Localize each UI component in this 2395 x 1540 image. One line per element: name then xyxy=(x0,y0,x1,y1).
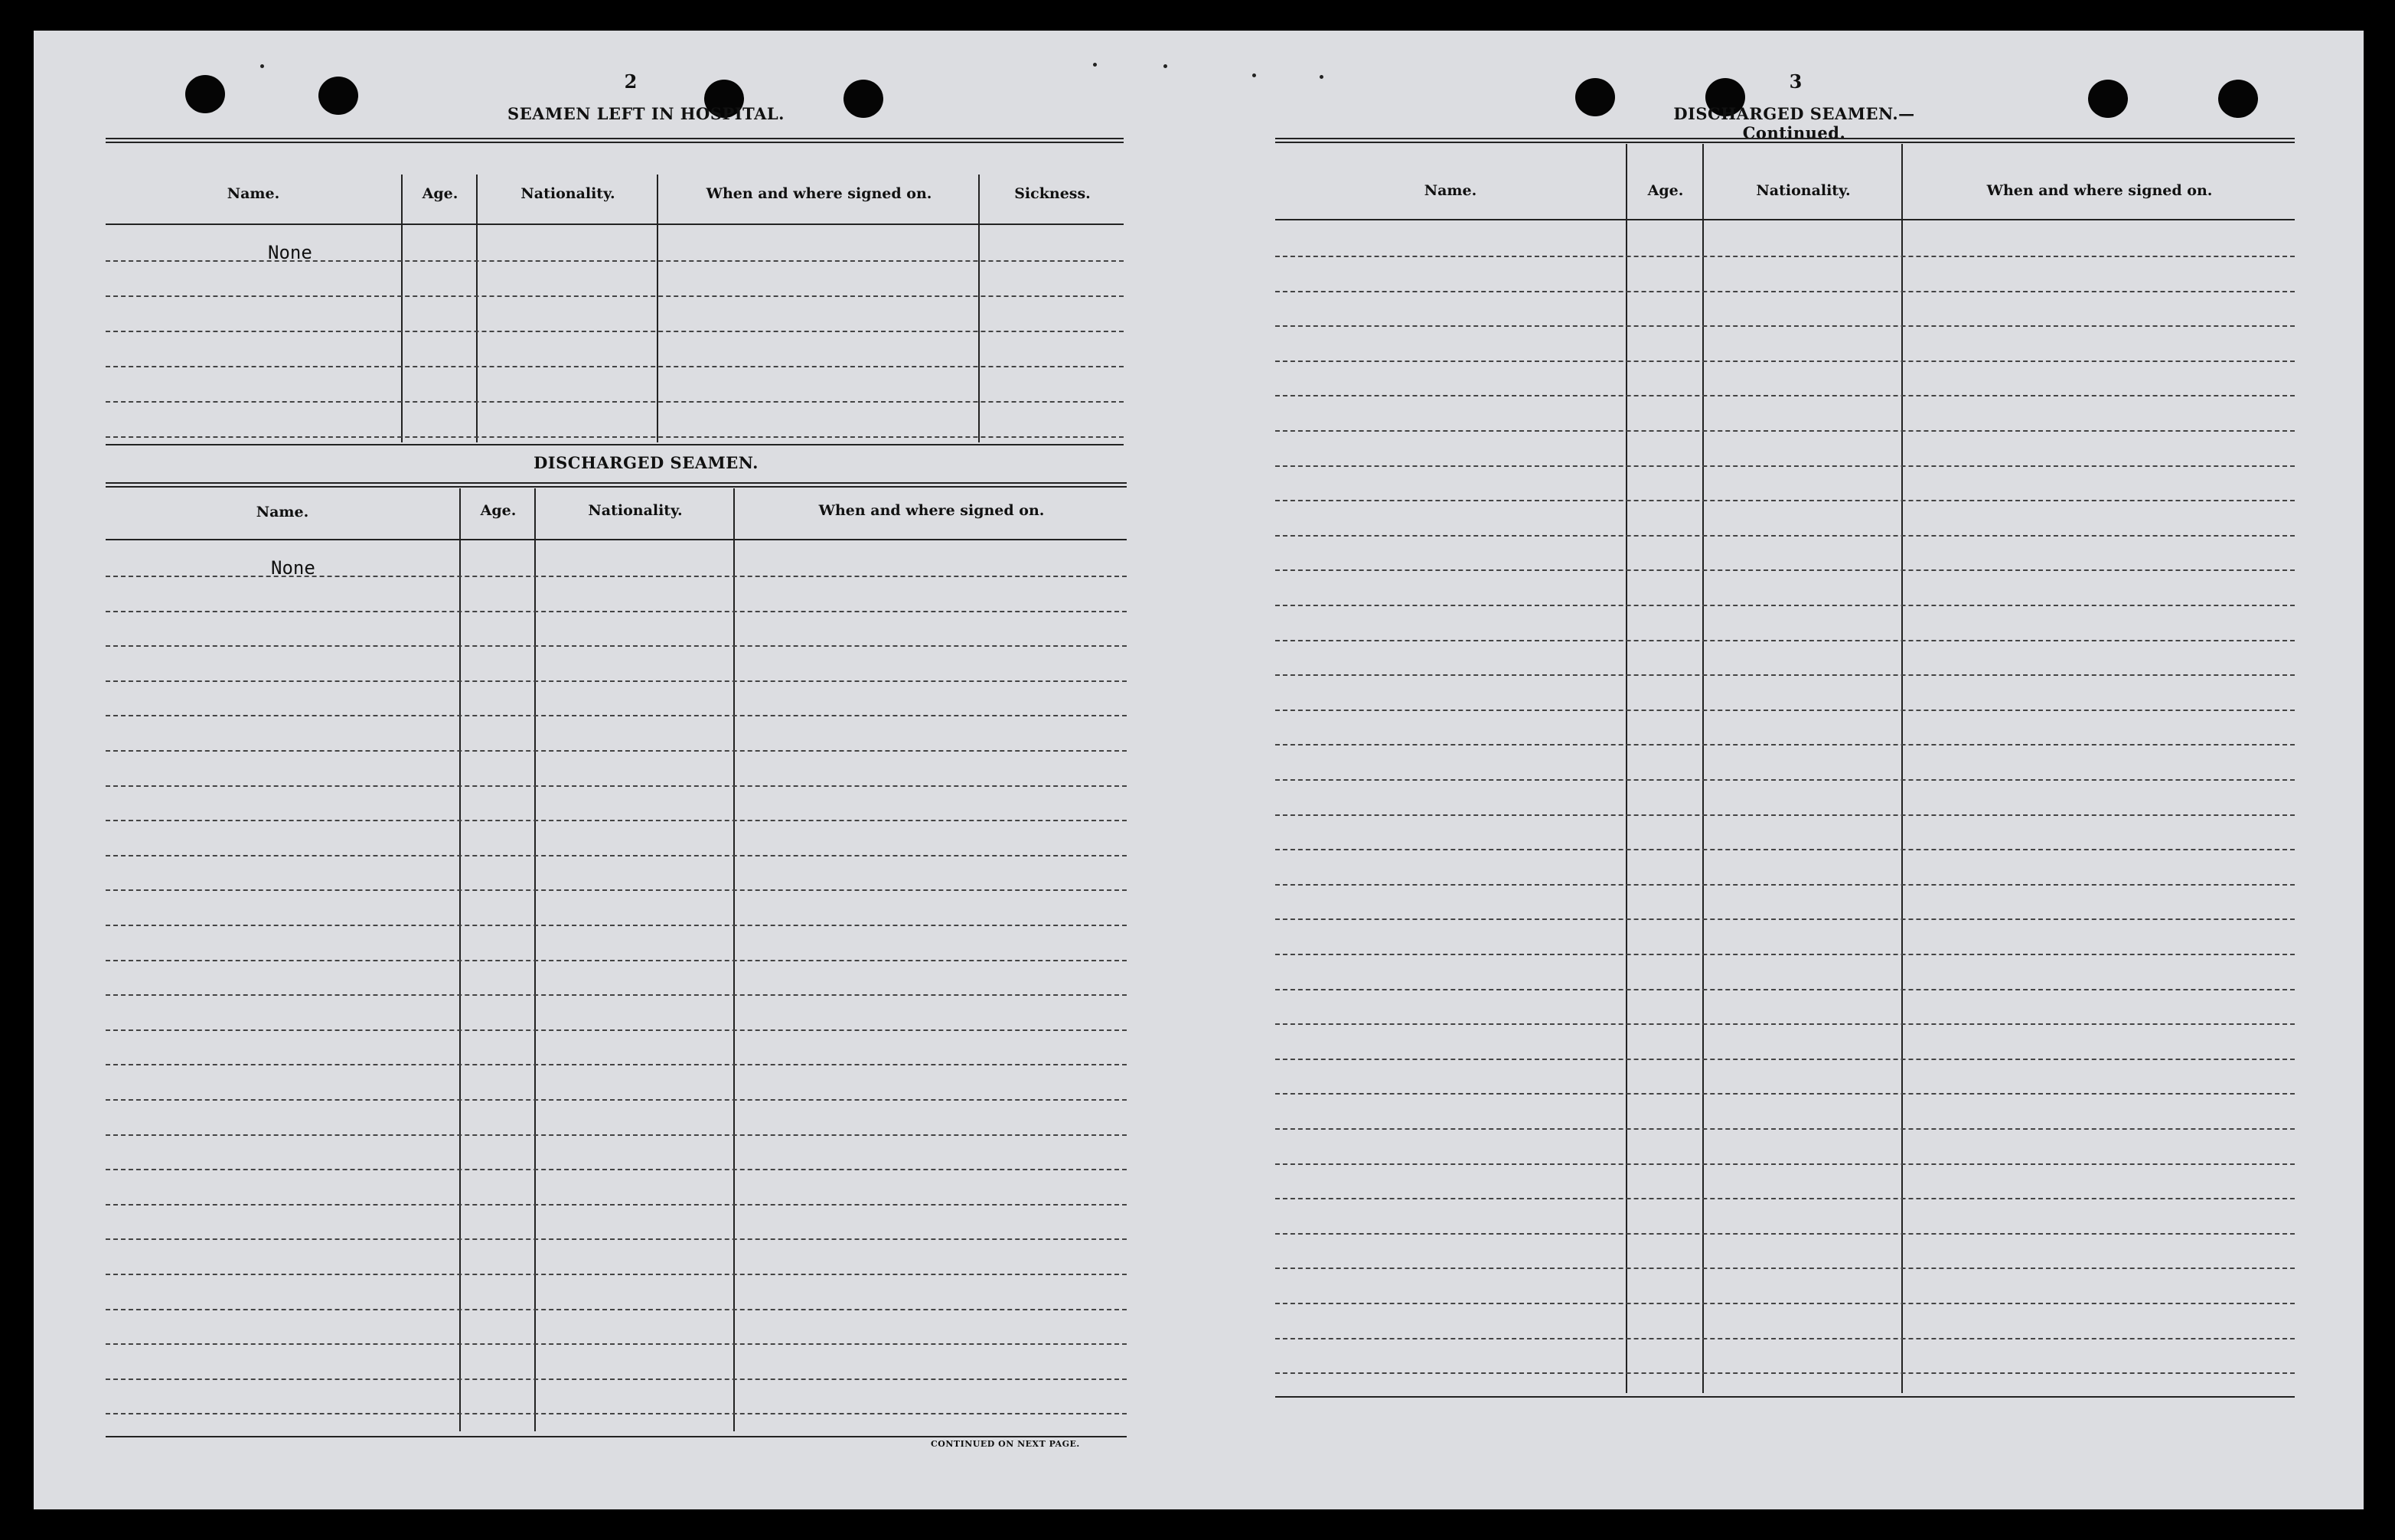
entry-line xyxy=(1275,884,2295,886)
entry-line xyxy=(106,1413,1127,1414)
col-header-signed-on: When and where signed on. xyxy=(818,502,1045,519)
entry-line xyxy=(106,1064,1127,1065)
entry-line xyxy=(1275,1198,2295,1199)
entry-line xyxy=(1275,500,2295,501)
entry-line xyxy=(106,1343,1127,1345)
entry-line xyxy=(106,331,1124,332)
entry-line xyxy=(106,401,1124,403)
entry-line xyxy=(1275,1128,2295,1130)
entry-line xyxy=(106,960,1127,961)
entry-line xyxy=(106,889,1127,891)
entry-line xyxy=(106,1029,1127,1031)
entry-line xyxy=(1275,569,2295,571)
entry-line xyxy=(1275,465,2295,467)
col-header-name: Name. xyxy=(1424,182,1477,199)
entry-line xyxy=(106,715,1127,716)
entry-line xyxy=(1275,1372,2295,1374)
entry-line xyxy=(1275,430,2295,432)
column-divider xyxy=(1626,144,1627,1393)
entry-line xyxy=(1275,1338,2295,1339)
hospital-table xyxy=(106,138,1124,445)
table-bottom-rule xyxy=(106,444,1124,445)
entry-line xyxy=(1275,325,2295,327)
entry-line xyxy=(106,1238,1127,1240)
entry-line xyxy=(106,295,1124,297)
left-page xyxy=(34,31,1182,1509)
continued-note: CONTINUED ON NEXT PAGE. xyxy=(931,1439,1080,1449)
entry-line xyxy=(1275,744,2295,746)
entry-line xyxy=(106,1378,1127,1380)
table-top-rule xyxy=(106,482,1127,488)
entry-line xyxy=(106,680,1127,682)
entry-line xyxy=(1275,674,2295,676)
entry-line xyxy=(106,645,1127,647)
entry-line xyxy=(1275,361,2295,362)
entry-line xyxy=(1275,395,2295,396)
col-header-signed-on: When and where signed on. xyxy=(706,185,932,202)
entry-line xyxy=(1275,256,2295,257)
entry-line xyxy=(106,611,1127,612)
hospital-title: SEAMEN LEFT IN HOSPITAL. xyxy=(507,104,785,123)
col-header-age: Age. xyxy=(480,502,517,519)
entry-line xyxy=(1275,989,2295,990)
entry-line xyxy=(106,785,1127,787)
col-header-nationality: Nationality. xyxy=(520,185,615,202)
entry-line xyxy=(106,1309,1127,1310)
entry-line xyxy=(1275,1233,2295,1235)
col-header-nationality: Nationality. xyxy=(588,502,683,519)
col-header-age: Age. xyxy=(1647,182,1684,199)
header-rule xyxy=(1275,219,2295,220)
entry-line xyxy=(1275,1163,2295,1165)
entry-line xyxy=(1275,1059,2295,1060)
discharged-continued-table xyxy=(1275,138,2295,1439)
entry-line xyxy=(1275,1093,2295,1095)
col-header-name: Name. xyxy=(256,504,309,520)
table-bottom-rule xyxy=(106,1436,1127,1437)
entry-line xyxy=(106,1099,1127,1101)
entry-line xyxy=(1275,1303,2295,1304)
entry-line xyxy=(1275,1023,2295,1025)
ledger-spread xyxy=(34,31,2364,1509)
continued-title: DISCHARGED SEAMEN.—Continued. xyxy=(1673,104,1915,142)
header-rule xyxy=(106,539,1127,540)
column-divider xyxy=(1702,144,1704,1393)
header-rule xyxy=(106,223,1124,225)
entry-line xyxy=(1275,291,2295,292)
col-header-signed-on: When and where signed on. xyxy=(1986,182,2213,199)
entry-line xyxy=(106,1274,1127,1275)
entry-line xyxy=(1275,640,2295,641)
hospital-entry: None xyxy=(268,242,312,263)
entry-line xyxy=(106,750,1127,752)
col-header-age: Age. xyxy=(422,185,458,202)
right-page xyxy=(1197,31,2364,1509)
entry-line xyxy=(1275,918,2295,920)
col-header-name: Name. xyxy=(227,185,280,202)
entry-line xyxy=(106,1204,1127,1206)
entry-line xyxy=(1275,605,2295,606)
entry-line xyxy=(106,436,1124,438)
entry-line xyxy=(106,1169,1127,1170)
entry-line xyxy=(106,994,1127,996)
table-top-rule xyxy=(106,138,1124,143)
entry-line xyxy=(1275,1268,2295,1269)
entry-line xyxy=(1275,954,2295,955)
entry-line xyxy=(106,260,1124,262)
entry-line xyxy=(106,925,1127,926)
discharged-entry: None xyxy=(271,557,315,579)
page-number: 2 xyxy=(624,70,638,93)
table-bottom-rule xyxy=(1275,1396,2295,1398)
entry-line xyxy=(106,855,1127,856)
page-number: 3 xyxy=(1789,70,1803,93)
entry-line xyxy=(106,576,1127,577)
entry-line xyxy=(106,366,1124,367)
entry-line xyxy=(1275,710,2295,711)
entry-line xyxy=(106,1134,1127,1136)
col-header-sickness: Sickness. xyxy=(1014,185,1091,202)
discharged-title: DISCHARGED SEAMEN. xyxy=(533,453,759,472)
col-header-nationality: Nationality. xyxy=(1756,182,1851,199)
entry-line xyxy=(1275,814,2295,816)
entry-line xyxy=(1275,535,2295,537)
table-top-rule xyxy=(1275,138,2295,143)
discharged-table xyxy=(106,453,1127,1440)
entry-line xyxy=(1275,849,2295,850)
entry-line xyxy=(106,820,1127,821)
entry-line xyxy=(1275,779,2295,781)
column-divider xyxy=(1901,144,1903,1393)
